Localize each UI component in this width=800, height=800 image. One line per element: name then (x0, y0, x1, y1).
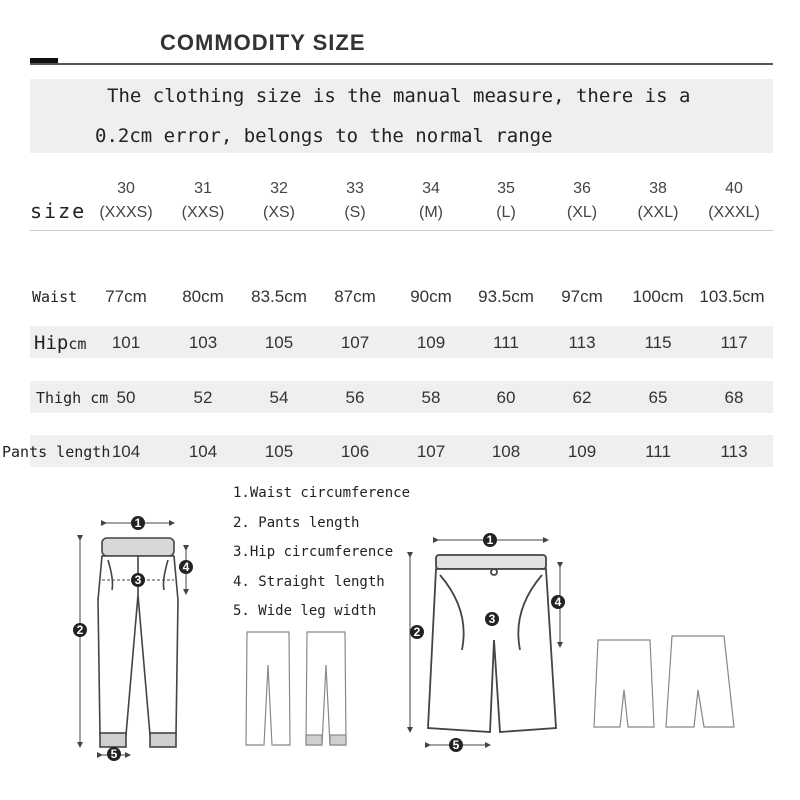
table-cell: 111 (645, 442, 671, 461)
table-cell: 60 (496, 388, 516, 407)
shorts-illustration (428, 555, 556, 732)
notice-line-2: 0.2cm error, belongs to the normal range (95, 125, 553, 147)
table-cell: 90cm (410, 287, 452, 306)
svg-text:1: 1 (134, 516, 142, 530)
legend-item-4: 4. Straight length (233, 574, 385, 590)
size-col-34: 34 (M) (419, 180, 443, 221)
table-cell: 50 (116, 388, 136, 407)
marker-4-long (179, 560, 193, 574)
table-cell: 80cm (182, 287, 224, 306)
table-cell: 113 (720, 442, 748, 461)
svg-text:4: 4 (554, 595, 562, 609)
table-cell: 65 (648, 388, 668, 407)
table-cell: 105 (264, 333, 294, 352)
notice-line-1: The clothing size is the manual measure, there is a (107, 85, 691, 107)
size-col-33: 33 (S) (344, 180, 366, 221)
legend-item-5: 5. Wide leg width (233, 603, 377, 619)
table-cell: 109 (567, 442, 597, 461)
size-col-40: 40 (XXXL) (708, 180, 760, 221)
table-cell: 100cm (632, 287, 684, 306)
legend-item-1: 1.Waist circumference (233, 485, 411, 501)
marker-1-shorts (483, 533, 497, 547)
legend-item-2: 2. Pants length (233, 515, 360, 531)
table-cell: 103.5cm (699, 287, 765, 306)
table-cell: 105 (264, 442, 294, 461)
long-pants-illustration (98, 538, 178, 747)
table-cell: 109 (416, 333, 446, 352)
table-cell: 62 (572, 388, 592, 407)
table-cell: 106 (340, 442, 370, 461)
row-label-pants-length: Pants length (2, 443, 111, 461)
table-cell: 54 (269, 388, 289, 407)
svg-text:3: 3 (134, 573, 142, 587)
marker-3-long (131, 573, 145, 587)
table-cell: 83.5cm (251, 287, 307, 306)
table-cell: 107 (416, 442, 446, 461)
table-cell: 104 (111, 442, 141, 461)
table-cell: 97cm (561, 287, 603, 306)
size-col-38: 38 (XXL) (637, 180, 679, 221)
table-cell: 101 (111, 333, 141, 352)
marker-2-shorts (410, 625, 424, 639)
row-label-waist: Waist (32, 288, 78, 306)
marker-3-shorts (485, 612, 499, 626)
table-cell: 87cm (334, 287, 376, 306)
table-cell: 56 (345, 388, 365, 407)
size-col-31: 31 (XXS) (181, 180, 225, 221)
page-title: COMMODITY SIZE (160, 30, 366, 55)
table-cell: 111 (493, 333, 519, 352)
table-cell: 103 (188, 333, 218, 352)
marker-4-shorts (551, 595, 565, 609)
marker-2-long (73, 623, 87, 637)
svg-text:2: 2 (76, 623, 84, 637)
table-cell: 115 (644, 333, 672, 352)
row-label-thigh: Thigh cm (36, 389, 109, 407)
svg-text:4: 4 (182, 560, 190, 574)
size-label: size (30, 199, 87, 223)
marker-1-long (131, 516, 145, 530)
table-cell: 68 (724, 388, 744, 407)
svg-text:5: 5 (110, 747, 118, 761)
table-cell: 77cm (105, 287, 147, 306)
table-cell: 104 (188, 442, 218, 461)
svg-text:3: 3 (488, 612, 496, 626)
table-cell: 52 (193, 388, 213, 407)
marker-5-shorts (449, 738, 463, 752)
table-cell: 107 (340, 333, 370, 352)
table-cell: 58 (421, 388, 441, 407)
size-col-35: 35 (L) (496, 180, 516, 221)
shorts-thumbnails (594, 636, 734, 727)
table-cell: 117 (720, 333, 748, 352)
svg-text:2: 2 (413, 625, 421, 639)
table-cell: 93.5cm (478, 287, 534, 306)
marker-5-long (107, 747, 121, 761)
long-pants-thumbnails (246, 632, 346, 745)
svg-text:1: 1 (486, 533, 494, 547)
row-label-hip: Hipcm (34, 332, 87, 354)
size-col-30: 30 (XXXS) (99, 180, 153, 221)
table-cell: 108 (491, 442, 521, 461)
table-cell: 113 (568, 333, 596, 352)
size-col-32: 32 (XS) (263, 180, 295, 221)
size-col-36: 36 (XL) (566, 180, 598, 221)
svg-text:5: 5 (452, 738, 460, 752)
legend-item-3: 3.Hip circumference (233, 544, 394, 560)
